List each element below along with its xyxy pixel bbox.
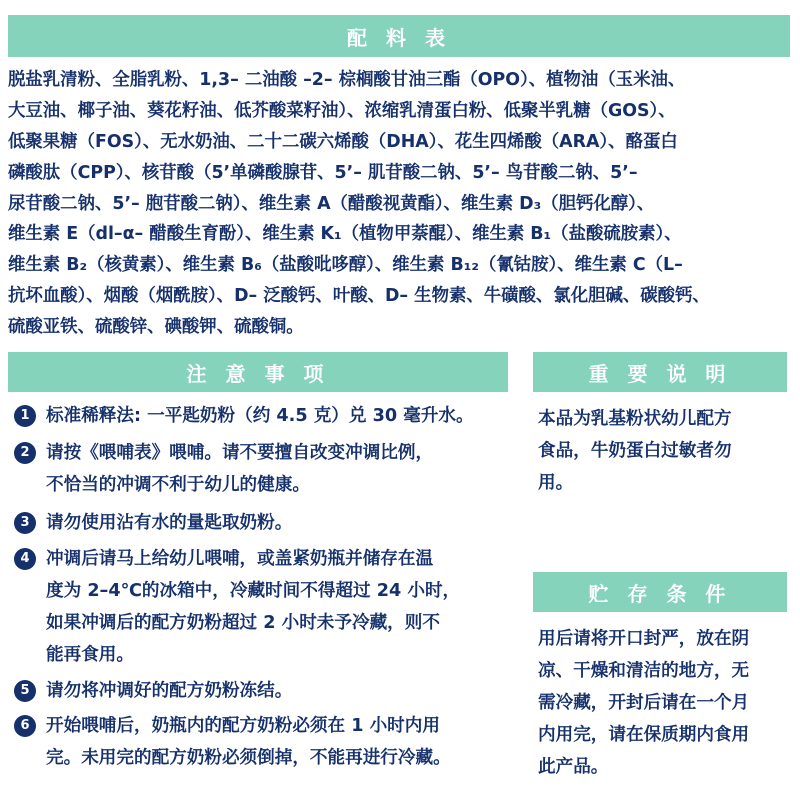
ingredients-header xyxy=(8,15,790,57)
storage-line: 内用完，请在保质期内食用 xyxy=(538,725,750,745)
note-line: 冲调后请马上给幼儿喂哺，或盖紧奶瓶并储存在温 xyxy=(46,549,434,569)
ingredients-list xyxy=(8,65,794,343)
note-line: 开始喂哺后，奶瓶内的配方奶粉必须在 1 小时内用 xyxy=(46,716,440,736)
ingredients-line: 磷酸肽（CPP）、核苷酸（5’单磷酸腺苷、5’– 肌苷酸二钠、5’– 鸟苷酸二钠、5’– xyxy=(8,162,638,183)
note-line: 能再食用。 xyxy=(46,645,134,665)
ingredients-line: 脱盐乳清粉、全脂乳粉、1,3– 二油酸 –2– 棕榈酸甘油三酯（OPO）、植物油（玉米油、 xyxy=(8,70,686,90)
note-number: 2 xyxy=(14,442,36,464)
note-item xyxy=(14,400,474,432)
note-item xyxy=(14,710,451,774)
note-number: 6 xyxy=(14,715,36,737)
important-line: 用。 xyxy=(538,473,574,493)
important-text xyxy=(538,403,732,499)
notes-header xyxy=(8,352,508,392)
note-number: 1 xyxy=(14,405,36,427)
note-line: 标准稀释法: 一平匙奶粉（约 4.5 克）兑 30 毫升水。 xyxy=(46,406,474,426)
storage-line: 凉、干燥和清洁的地方，无 xyxy=(538,661,750,681)
ingredients-line: 维生素 E（dl–α– 醋酸生育酚）、维生素 K₁（植物甲萘醌）、维生素 B₁（盐酸硫胺素）、 xyxy=(8,224,682,245)
note-line: 度为 2–4℃的冰箱中，冷藏时间不得超过 24 小时， xyxy=(46,581,461,601)
important-line: 食品，牛奶蛋白过敏者勿 xyxy=(538,441,732,461)
ingredients-line: 维生素 B₂（核黄素）、维生素 B₆（盐酸吡哆醇）、维生素 B₁₂（氰钴胺）、维生素 C（L– xyxy=(8,255,683,276)
note-line: 请勿使用沾有水的量匙取奶粉。 xyxy=(46,513,293,533)
note-line: 请勿将冲调好的配方奶粉冻结。 xyxy=(46,681,293,701)
note-line: 不恰当的冲调不利于幼儿的健康。 xyxy=(46,475,310,495)
important-header-title: 重 要 说 明 xyxy=(588,361,732,386)
ingredients-line: 大豆油、椰子油、葵花籽油、低芥酸菜籽油）、浓缩乳清蛋白粉、低聚半乳糖（GOS）、 xyxy=(8,100,676,121)
storage-header xyxy=(533,572,787,612)
notes-header-title: 注 意 事 项 xyxy=(186,361,330,386)
ingredients-header-title: 配 料 表 xyxy=(347,25,451,50)
storage-line: 需冷藏，开封后请在一个月 xyxy=(538,693,750,713)
important-header xyxy=(533,352,787,392)
note-line: 完。未用完的配方奶粉必须倒掉，不能再进行冷藏。 xyxy=(46,748,451,768)
storage-header-title: 贮 存 条 件 xyxy=(588,581,732,606)
note-item xyxy=(14,507,292,539)
important-line: 本品为乳基粉状幼儿配方 xyxy=(538,409,732,429)
ingredients-line: 抗坏血酸）、烟酸（烟酰胺）、D– 泛酸钙、叶酸、D– 生物素、牛磺酸、氯化胆碱、碳酸钙、 xyxy=(8,286,710,307)
note-line: 如果冲调后的配方奶粉超过 2 小时未予冷藏，则不 xyxy=(46,613,440,633)
ingredients-line: 低聚果糖（FOS）、无水奶油、二十二碳六烯酸（DHA）、花生四烯酸（ARA）、酪蛋白 xyxy=(8,131,678,152)
note-line: 请按《喂哺表》喂哺。请不要擅自改变冲调比例， xyxy=(46,443,434,463)
note-item xyxy=(14,437,433,501)
note-number: 4 xyxy=(14,548,36,570)
storage-line: 用后请将开口封严，放在阴 xyxy=(538,629,750,649)
note-number: 3 xyxy=(14,512,36,534)
note-item xyxy=(14,675,292,707)
storage-text xyxy=(538,623,749,783)
ingredients-line: 硫酸亚铁、硫酸锌、碘酸钾、硫酸铜。 xyxy=(8,317,304,338)
note-number: 5 xyxy=(14,680,36,702)
ingredients-line: 尿苷酸二钠、5’– 胞苷酸二钠）、维生素 A（醋酸视黄酯）、维生素 D₃（胆钙化醇）、 xyxy=(8,193,655,214)
storage-line: 此产品。 xyxy=(538,757,609,777)
note-item xyxy=(14,543,460,671)
